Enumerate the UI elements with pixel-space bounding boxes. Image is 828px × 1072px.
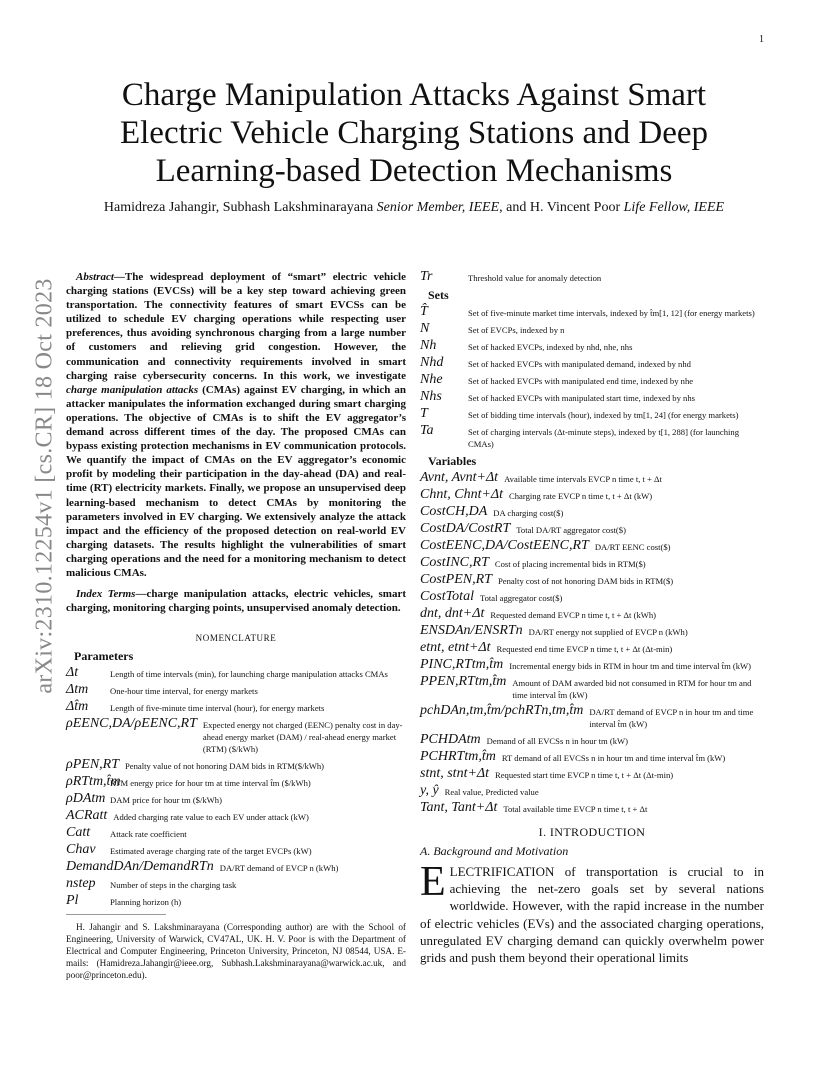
nomenclature-entry	[420, 556, 764, 570]
nomenclature-entry	[420, 590, 764, 604]
entry-definition: Penalty value of not honoring DAM bids in RTM($/kWh)	[125, 761, 325, 772]
abstract-text-2: (CMAs) against EV charging, in which an attacker manipulates the information exchanged during smart charging operations. The objective of CMAs is to shift the EV aggregator’s demand across different times of the day. The proposed CMAs can bypass existing protection mechanisms in EV communication protocols. We quantify the impact of CMAs on the EV aggregator’s economic profit by modeling their participation in the day-ahead (DA) and real-time (RT) electricity markets. Finally, we propose an unsupervised deep learning-based mechanism to detect CMAs by monitoring the parameters involved in EV charging. We extensively analyze the attack impact and the efficiency of the proposed detection on real-world EV charging datasets. The results highlight the vulnerabilities of smart charging operations and the need for a monitoring mechanism to detect malicious CMAs.	[66, 383, 406, 579]
entry-symbol: CostDA/CostRT	[420, 521, 511, 536]
background-subheading: A. Background and Motivation	[420, 844, 569, 858]
entry-symbol: etnt, etnt+Δt	[420, 640, 491, 655]
introduction-text: LECTRIFICATION of transportation is crucial to in achieving the net-zero goals set by several nations worldwide. However, with the rapid increase in the number of electric vehicles (EVs) and the associated charging operations, unregulated EV charging demand can quickly overwhelm power grids and push them beyond their operational limits	[420, 864, 764, 966]
index-terms-label: Index Terms	[76, 588, 136, 601]
entry-symbol: CostCH,DA	[420, 504, 488, 519]
entry-definition: One-hour time interval, for energy markets	[110, 686, 258, 697]
abstract-emph: charge manipulation attacks	[66, 383, 199, 396]
entry-definition: DA/RT energy not supplied of EVCP n (kWh)	[528, 627, 688, 637]
entry-symbol: Catt	[66, 825, 91, 841]
entry-symbol: Nhd	[420, 355, 444, 370]
author-line	[72, 200, 756, 216]
nomenclature-entry	[420, 390, 764, 404]
entry-definition: Added charging rate value to each EV under attack (kW)	[113, 812, 309, 823]
author-role-2: Life Fellow, IEEE	[623, 200, 725, 215]
entry-definition: Demand of all EVCSs n in hour tm (kW)	[486, 736, 628, 746]
nomenclature-entry	[420, 658, 764, 672]
nomenclature-entry	[420, 322, 764, 336]
nomenclature-entry	[66, 758, 406, 772]
entry-definition: DA/RT demand of EVCP n in hour tm and time interval t̂m (kW)	[589, 707, 754, 729]
entry-symbol: ρEENC,DA/ρEENC,RT	[66, 716, 197, 732]
introduction-paragraph	[420, 859, 764, 966]
nomenclature-entry	[420, 373, 764, 387]
entry-definition: Threshold value for anomaly detection	[468, 273, 602, 283]
nomenclature-entry	[420, 356, 764, 370]
footnote-text: H. Jahangir and S. Lakshminarayana (Corresponding author) are with the School of Engineering, University of Warwick, CV47AL, UK. H. V. Poor is with the Department of Electrical and Computer Engineering, Princeton University, Princeton, NJ 08544, USA. E-mails: (Hamidreza.Jahangir@ieee.org, Subhash.Lakshminarayana@warwick.ac.uk, and poor@princeton.edu).	[66, 922, 406, 981]
entry-definition: Requested demand EVCP n time t, t + Δt (kWh)	[490, 610, 657, 620]
arxiv-stamp	[20, 278, 70, 694]
nomenclature-entry	[66, 792, 406, 806]
nomenclature-entry	[420, 270, 764, 284]
entry-definition: DA/RT demand of EVCP n (kWh)	[219, 863, 339, 874]
nomenclature-entry	[420, 624, 764, 638]
entry-definition: Amount of DAM awarded bid not consumed in RTM for hour tm and time interval t̂m (kW)	[512, 678, 752, 700]
entry-definition: Total aggregator cost($)	[479, 593, 563, 603]
entry-symbol: Nhe	[420, 372, 443, 387]
entry-symbol: DemandDAn/DemandRTn	[66, 859, 214, 875]
entry-symbol: ENSDAn/ENSRTn	[420, 623, 523, 638]
entry-definition: Set of hacked EVCPs with manipulated end time, indexed by nhe	[468, 376, 694, 386]
nomenclature-entry	[66, 717, 406, 755]
entry-definition: Requested start time EVCP n time t, t + Δt (Δt-min)	[495, 770, 674, 780]
nomenclature-entry	[420, 767, 764, 781]
entry-symbol: T	[420, 406, 428, 421]
nomenclature-entry	[420, 573, 764, 587]
drop-cap: E	[420, 859, 446, 905]
entry-definition: Requested end time EVCP n time t, t + Δt (Δt-min)	[496, 644, 673, 654]
entry-symbol: Δt	[66, 665, 79, 681]
nomenclature-entry	[66, 860, 406, 874]
index-terms-text: —charge manipulation attacks, electric vehicles, smart charging, monitoring charging points, unsupervised anomaly detection.	[66, 588, 406, 615]
entry-definition: Set of hacked EVCPs with manipulated start time, indexed by nhs	[468, 393, 695, 403]
entry-definition: Estimated average charging rate of the target EVCPs (kW)	[110, 846, 312, 857]
authors-part-2: , and H. Vincent Poor	[499, 200, 624, 215]
entry-symbol: dnt, dnt+Δt	[420, 606, 485, 621]
entry-symbol: ACRatt	[66, 808, 108, 824]
entry-symbol: PINC,RTtm,t̂m	[420, 657, 504, 672]
paper-title: Charge Manipulation Attacks Against Smart Electric Vehicle Charging Stations and Deep Learning-based Detection Mechanisms	[119, 77, 709, 189]
nomenclature-entry	[420, 407, 764, 421]
nomenclature-heading: NOMENCLATURE	[195, 633, 277, 644]
entry-definition: Expected energy not charged (EENC) penalty cost in day-ahead energy market (DAM) / real-ahead energy market (RTM) ($/kWh)	[202, 720, 403, 755]
entry-symbol: nstep	[66, 876, 96, 892]
entry-definition: Number of steps in the charging task	[110, 880, 237, 891]
nomenclature-entry	[420, 641, 764, 655]
entry-symbol: stnt, stnt+Δt	[420, 766, 490, 781]
nomenclature-entry	[420, 704, 764, 730]
introduction-heading: I. INTRODUCTION	[538, 825, 646, 839]
entry-symbol: Pl	[66, 893, 79, 909]
nomenclature-entry	[420, 471, 764, 485]
nomenclature-entry	[66, 843, 406, 857]
entry-symbol: N	[420, 321, 430, 336]
nomenclature-entry	[420, 339, 764, 353]
entry-definition: Planning horizon (h)	[110, 897, 182, 908]
authors-part-1: Hamidreza Jahangir, Subhash Lakshminarayana	[103, 200, 377, 215]
entry-definition: Set of bidding time intervals (hour), indexed by tm[1, 24] (for energy markets)	[468, 410, 739, 420]
entry-definition: Total available time EVCP n time t, t + Δt	[503, 804, 648, 814]
entry-definition: Available time intervals EVCP n time t, t + Δt	[504, 474, 662, 484]
entry-symbol: ρRTtm,t̂m	[66, 774, 121, 790]
nomenclature-entry	[420, 424, 764, 450]
nomenclature-entry	[66, 809, 406, 823]
entry-symbol: PCHDAtm	[420, 732, 481, 747]
nomenclature-entry	[66, 683, 406, 697]
entry-symbol: PPEN,RTtm,t̂m	[420, 674, 507, 689]
nomenclature-entry	[420, 505, 764, 519]
entry-symbol: ρDAtm	[66, 791, 106, 807]
entry-definition: Penalty cost of not honoring DAM bids in RTM($)	[497, 576, 674, 586]
nomenclature-entry	[66, 894, 406, 908]
entry-symbol: Tr	[420, 269, 433, 284]
abstract-text-1: —The widespread deployment of “smart” electric vehicle charging stations (EVCSs) will be a key step toward achieving green transportation. The connectivity features of smart EVCSs can be utilized to schedule EV charging operations while respecting user preferences, thus avoiding synchronous charging from a large number of customers and relieving grid congestion. However, the communication and connectivity requirements involved in smart charging raise cybersecurity concerns. In this work, we investigate	[66, 271, 406, 382]
nomenclature-entry	[420, 305, 764, 319]
nomenclature-entry	[66, 666, 406, 680]
nomenclature-entry	[420, 750, 764, 764]
entry-definition: Incremental energy bids in RTM in hour tm and time interval t̂m (kW)	[509, 661, 752, 671]
nomenclature-entry	[420, 733, 764, 747]
left-column	[66, 270, 406, 981]
entry-definition: RTM energy price for hour tm at time interval t̂m ($/kWh)	[110, 778, 311, 789]
entry-symbol: CostTotal	[420, 589, 474, 604]
nomenclature-entry	[420, 784, 764, 798]
entry-definition: Set of five-minute market time intervals, indexed by t̂m[1, 12] (for energy markets)	[468, 308, 755, 318]
entry-definition: Set of charging intervals (Δt-minute steps), indexed by t[1, 288] (for launching CMAs)	[468, 427, 739, 449]
entry-definition: Total DA/RT aggregator cost($)	[516, 525, 626, 535]
index-terms	[66, 587, 406, 615]
nomenclature-entry	[66, 775, 406, 789]
entry-symbol: y, ŷ	[420, 783, 439, 798]
abstract-label: Abstract	[76, 271, 114, 283]
entry-definition: Set of hacked EVCPs with manipulated demand, indexed by nhd	[468, 359, 691, 369]
nomenclature-entry	[420, 522, 764, 536]
entry-definition: Length of time intervals (min), for launching charge manipulation attacks CMAs	[110, 669, 388, 680]
entry-symbol: Avnt, Avnt+Δt	[420, 470, 499, 485]
entry-symbol: pchDAn,tm,t̂m/pchRTn,tm,t̂m	[420, 703, 584, 718]
entry-symbol: T̂	[420, 304, 428, 319]
abstract	[66, 270, 406, 580]
entry-definition: Real value, Predicted value	[444, 787, 539, 797]
variables-list	[420, 471, 764, 815]
entry-symbol: CostPEN,RT	[420, 572, 492, 587]
nomenclature-entry	[420, 675, 764, 701]
nomenclature-entry	[66, 700, 406, 714]
entry-symbol: Ta	[420, 423, 434, 438]
entry-definition: DA/RT EENC cost($)	[594, 542, 671, 552]
variables-heading: Variables	[428, 454, 477, 468]
right-column	[420, 270, 764, 966]
sets-list	[420, 305, 764, 450]
entry-symbol: Δtm	[66, 682, 89, 698]
nomenclature-entry	[420, 539, 764, 553]
entry-definition: Set of hacked EVCPs, indexed by nhd, nhe, nhs	[468, 342, 633, 352]
entry-definition: RT demand of all EVCSs n in hour tm and time interval t̂m (kW)	[501, 753, 726, 763]
page-number: 1	[759, 34, 764, 45]
entry-definition: DA charging cost($)	[493, 508, 564, 518]
footnote-rule	[66, 914, 166, 915]
nomenclature-entry	[420, 607, 764, 621]
entry-symbol: Nhs	[420, 389, 442, 404]
entry-symbol: Chnt, Chnt+Δt	[420, 487, 504, 502]
entry-symbol: ρPEN,RT	[66, 757, 119, 773]
nomenclature-entry	[420, 801, 764, 815]
nomenclature-entry	[66, 826, 406, 840]
entry-symbol: CostEENC,DA/CostEENC,RT	[420, 538, 589, 553]
entry-symbol: Nh	[420, 338, 437, 353]
entry-symbol: CostINC,RT	[420, 555, 489, 570]
sets-heading: Sets	[428, 288, 449, 302]
nomenclature-entry	[420, 488, 764, 502]
entry-definition: Attack rate coefficient	[110, 829, 187, 840]
entry-symbol: Δt̂m	[66, 699, 89, 715]
entry-symbol: Chav	[66, 842, 96, 858]
entry-definition: Length of five-minute time interval (hour), for energy markets	[110, 703, 325, 714]
author-role-1: Senior Member, IEEE	[376, 200, 500, 215]
arxiv-stamp-text: arXiv:2310.12254v1 [cs.CR] 18 Oct 2023	[31, 278, 58, 694]
parameters-list	[66, 666, 406, 908]
entry-symbol: PCHRTtm,t̂m	[420, 749, 496, 764]
entry-symbol: Tant, Tant+Δt	[420, 800, 498, 815]
entry-definition: Cost of placing incremental bids in RTM($)	[494, 559, 646, 569]
entry-definition: DAM price for hour tm ($/kWh)	[110, 795, 222, 806]
parameters-heading: Parameters	[74, 649, 134, 664]
nomenclature-entry	[66, 877, 406, 891]
entry-definition: Set of EVCPs, indexed by n	[468, 325, 565, 335]
entry-definition: Charging rate EVCP n time t, t + Δt (kW)	[509, 491, 653, 501]
